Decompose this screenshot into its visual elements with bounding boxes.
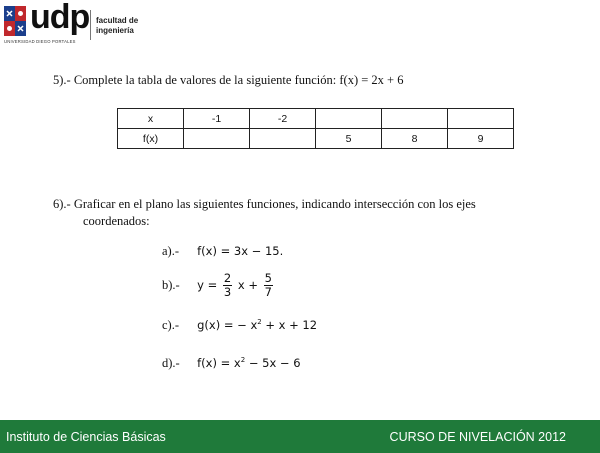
footer-institute: Instituto de Ciencias Básicas: [6, 430, 166, 444]
footer-bar: [0, 420, 600, 453]
crest-icon: [4, 6, 26, 36]
university-logo: [4, 0, 144, 48]
fraction-numerator: 5: [264, 271, 272, 285]
table-cell: [448, 109, 514, 129]
exponent: 2: [257, 318, 262, 326]
question-6-line-1: 6).- Graficar en el plano las siguientes funciones, indicando intersección con los ejes: [53, 197, 476, 211]
item-label: c).-: [162, 318, 179, 332]
table-cell: -1: [184, 109, 250, 129]
item-label: d).-: [162, 356, 180, 370]
values-table: [117, 108, 514, 149]
item-b: [162, 272, 275, 299]
footer-course: CURSO DE NIVELACIÓN 2012: [389, 430, 566, 444]
faculty-name: [96, 16, 138, 36]
fraction: [264, 272, 273, 299]
fraction: [223, 272, 232, 299]
question-6-text: [53, 196, 476, 230]
table-cell: [250, 129, 316, 149]
faculty-line-2: ingeniería: [96, 26, 134, 35]
item-a: [162, 244, 283, 259]
item-expression: [197, 356, 300, 370]
logo-divider: [90, 10, 91, 40]
fraction-numerator: 2: [223, 271, 232, 285]
item-label: b).-: [162, 278, 180, 292]
table-cell: [316, 109, 382, 129]
expr-pre: f(x) = x: [197, 356, 241, 370]
item-c: [162, 318, 317, 333]
expr-mid: x +: [237, 278, 258, 292]
brand-caption: UNIVERSIDAD DIEGO PORTALES: [4, 39, 76, 44]
item-d: [162, 356, 301, 371]
expr-post: + x + 12: [261, 318, 318, 332]
item-label: a).-: [162, 244, 179, 258]
expr-pre: g(x) = − x: [197, 318, 258, 332]
table-cell: -2: [250, 109, 316, 129]
item-expression: [197, 271, 275, 299]
table-row-x: [118, 109, 514, 129]
expr-lhs: y =: [197, 278, 218, 292]
item-expression: f(x) = 3x − 15.: [197, 244, 284, 258]
question-6-line-2: coordenados:: [83, 214, 150, 228]
table-cell: [382, 109, 448, 129]
exponent: 2: [240, 356, 246, 364]
fraction-denominator: 7: [264, 285, 272, 299]
brand-name: udp: [30, 0, 90, 36]
table-row-fx: [118, 129, 514, 149]
faculty-line-1: facultad de: [96, 16, 139, 25]
table-cell: 9: [448, 129, 514, 149]
expr-post: − 5x − 6: [245, 356, 301, 370]
table-cell: 8: [382, 129, 448, 149]
question-5-text: 5).- Complete la tabla de valores de la siguiente función: f(x) = 2x + 6: [53, 73, 404, 87]
table-cell: x: [118, 109, 184, 129]
table-cell: [184, 129, 250, 149]
fraction-denominator: 3: [223, 285, 232, 299]
table-cell: f(x): [118, 129, 184, 149]
item-expression: [197, 318, 317, 332]
table-cell: 5: [316, 129, 382, 149]
